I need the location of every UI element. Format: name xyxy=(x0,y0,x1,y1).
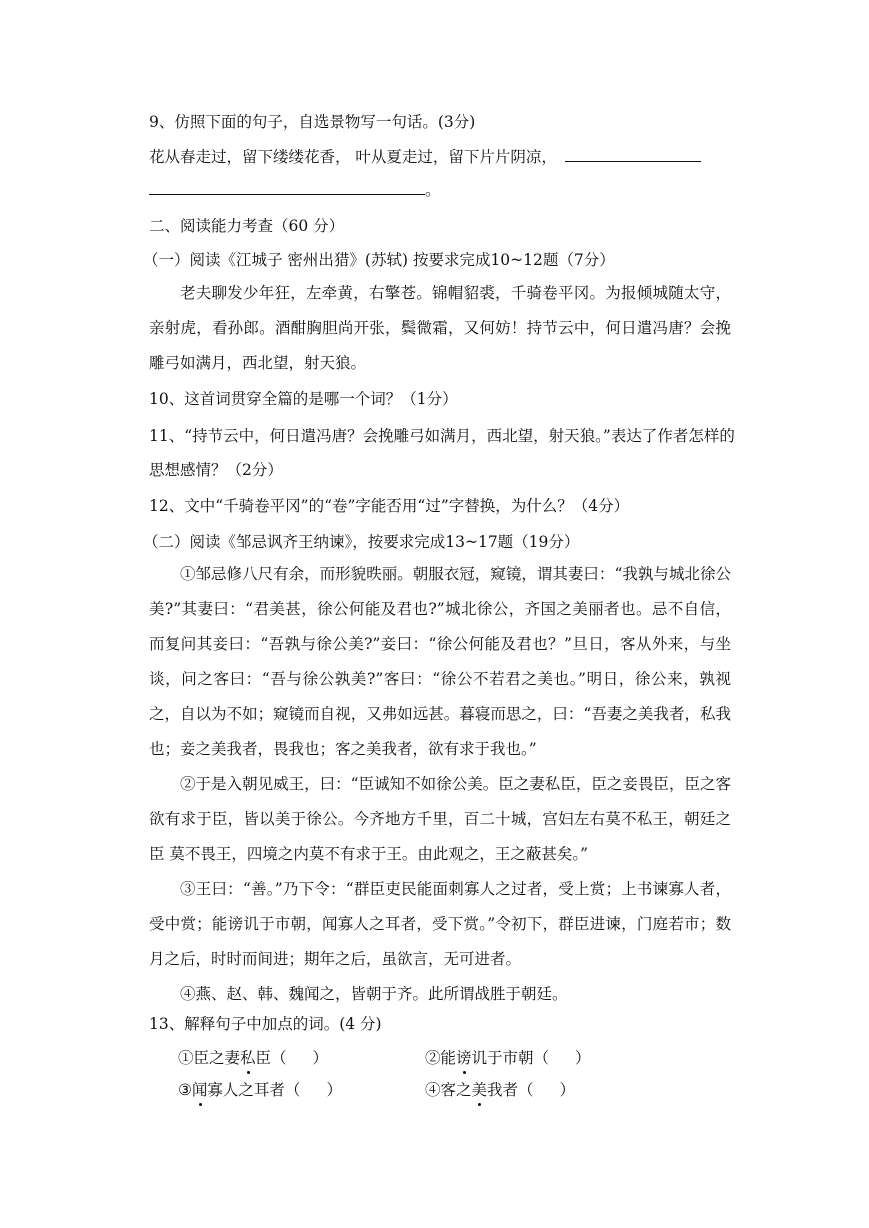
q13-item-3-dotted-word: 闻 xyxy=(191,1081,208,1099)
q13-item-4 xyxy=(425,1080,575,1100)
q13-item-1 xyxy=(178,1048,328,1068)
passage-paragraph-1: ①邹忌修八尺有余，而形貌昳丽。朝服衣冠，窥镜，谓其妻曰：“我孰与城北徐公 美?”其妻曰：“君美甚，徐公何能及君也?”城北徐公，齐国之美丽者也。忌不自信， 而复问其妾曰：“吾孰与徐公美?”妾曰：“徐公何能及君也？”旦日，客从外来，与坐 谈，问之客曰：“吾与徐公孰美?”客曰：“徐公不若君之美也。”明日，徐公来，孰视 之，自以为不如；窥镜而自视，又弗如远甚。暮寝而思之，曰：“吾妻之美我者，私我 也；妾之美我者，畏我也；客之美我者，欲有求于我也。” xyxy=(149,565,731,758)
q12: 12、文中“千骑卷平冈”的“卷”字能否用“过”字替换，为什么？（4分） xyxy=(149,497,630,515)
q13-item-1-dotted-word: 私 xyxy=(240,1049,256,1067)
q9-answer-blank-1[interactable] xyxy=(565,147,701,162)
poem-passage xyxy=(149,276,731,381)
q13-item-1-post: 臣（ xyxy=(255,1049,287,1067)
q9-end-mark: 。 xyxy=(425,181,441,199)
q13-title: 13、解释句子中加点的词。(4 分) xyxy=(149,1015,382,1033)
q13-item-3-pre: ③ xyxy=(178,1081,192,1099)
q11-line2: 思想感情？（2分） xyxy=(149,461,283,479)
part1-title: （一）阅读《江城子 密州出猎》(苏轼) 按要求完成10~12题（7分） xyxy=(143,251,615,269)
part2-title: （二）阅读《邹忌讽齐王纳谏》，按要求完成13~17题（19分） xyxy=(143,533,580,551)
q13-item-4-dotted-word: 美 xyxy=(471,1081,488,1099)
q13-item-2 xyxy=(425,1048,591,1068)
q13-item-4-pre: ④客之 xyxy=(425,1081,472,1099)
q13-item-3 xyxy=(178,1080,342,1100)
q9-prompt-text: 花从春走过，留下缕缕花香， 叶从夏走过，留下片片阴凉， xyxy=(149,148,557,166)
q13-item-2-post: 讥于市朝（ xyxy=(471,1049,550,1067)
q9-title: 9、仿照下面的句子，自选景物写一句话。(3分) xyxy=(149,113,476,131)
passage-paragraph-2: ②于是入朝见威王，曰：“臣诚知不如徐公美。臣之妻私臣，臣之妾畏臣，臣之客 欲有求于臣，皆以美于徐公。今齐地方千里，百二十城，宫妇左右莫不私王，朝廷之臣 莫不畏王，四境之内莫不有求于王。由此观之，王之蔽甚矣。” xyxy=(149,775,731,863)
q13-item-2-dotted-word: 谤 xyxy=(456,1049,472,1067)
q13-item-1-pre: ①臣之妻 xyxy=(178,1049,241,1067)
q13-item-3-post: 寡人之耳者（ xyxy=(207,1081,301,1099)
q9-answer-blank-2[interactable] xyxy=(149,180,425,195)
q13-item-4-close: ） xyxy=(559,1081,576,1099)
classical-passage xyxy=(149,557,731,1012)
q13-item-4-post: 我者（ xyxy=(487,1081,534,1099)
q9-answer-line xyxy=(149,180,441,200)
section2-title: 二、阅读能力考查（60 分） xyxy=(149,217,345,235)
passage-paragraph-3: ③王曰：“善。”乃下令：“群臣吏民能面刺寡人之过者，受上赏；上书谏寡人者，受中赏；能谤讥于市朝，闻寡人之耳者，受下赏。”令初下，群臣进谏，门庭若市；数 月之后，时时而间进；期年之后，虽欲言，无可进者。 xyxy=(149,880,731,968)
q9-prompt xyxy=(149,147,701,167)
passage-paragraph-4: ④燕、赵、韩、魏闻之，皆朝于齐。此所谓战胜于朝廷。 xyxy=(180,985,568,1003)
q10: 10、这首词贯穿全篇的是哪一个词？（1分） xyxy=(149,390,458,408)
poem-text: 老夫聊发少年狂，左牵黄，右擎苍。锦帽貂裘，千骑卷平冈。为报倾城随太守，亲射虎，看孙郎。酒酣胸胆尚开张，鬓微霜，又何妨！持节云中，何日遣冯唐？会挽雕弓如满月，西北望，射天狼。 xyxy=(149,284,731,372)
q13-item-2-pre: ②能 xyxy=(425,1049,457,1067)
q13-item-1-close: ） xyxy=(312,1049,329,1067)
q13-item-2-close: ） xyxy=(575,1049,591,1067)
q13-item-3-close: ） xyxy=(326,1081,342,1099)
q11-line1: 11、“持节云中，何日遣冯唐？会挽雕弓如满月，西北望，射天狼。”表达了作者怎样的 xyxy=(149,427,735,445)
